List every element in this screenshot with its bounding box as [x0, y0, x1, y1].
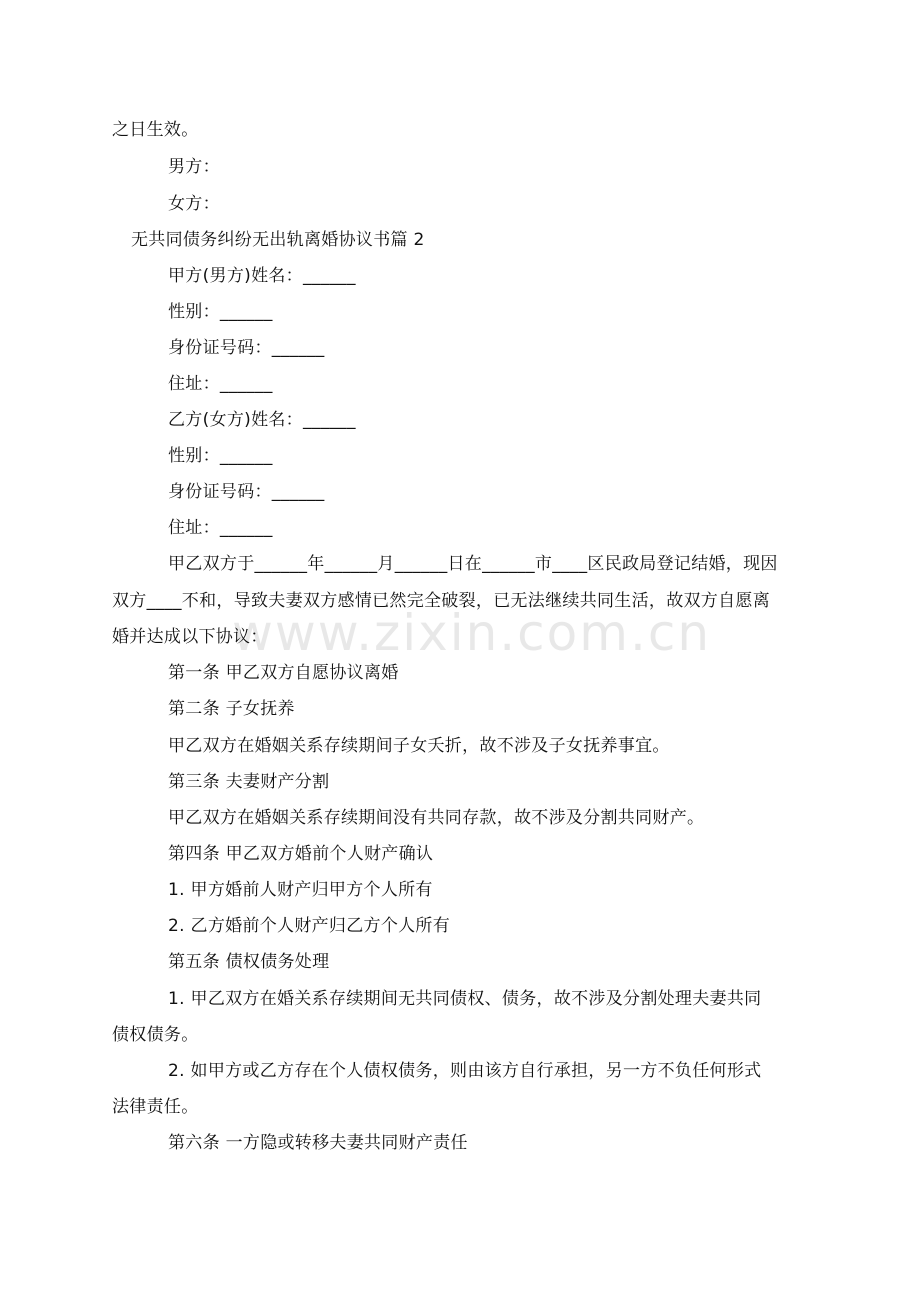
party-a-name: 甲方(男方)姓名：______: [168, 266, 356, 286]
signature-male-label: 男方：: [168, 157, 220, 177]
list-item: 1. 甲方婚前人财产归甲方个人所有: [168, 880, 433, 900]
list-item-continuation: 债权债务。: [112, 1025, 199, 1045]
article-heading: 第一条 甲乙双方自愿协议离婚: [168, 663, 399, 683]
party-b-gender: 性别：______: [168, 446, 273, 466]
watermark-text: www.zixin.com.cn: [232, 604, 712, 662]
article-heading: 第五条 债权债务处理: [168, 952, 330, 972]
party-a-id: 身份证号码：______: [168, 338, 325, 358]
party-a-address: 住址：______: [168, 374, 273, 394]
section-title: 无共同债务纠纷无出轨离婚协议书篇 2: [131, 230, 425, 250]
paragraph-line: 甲乙双方于______年______月______日在______市____区民政局登记结婚，现因: [168, 554, 778, 574]
list-item-continuation: 法律责任。: [112, 1097, 199, 1117]
article-body: 甲乙双方在婚姻关系存续期间没有共同存款，故不涉及分割共同财产。: [168, 808, 705, 828]
article-heading: 第六条 一方隐或转移夫妻共同财产责任: [168, 1133, 468, 1153]
party-a-gender: 性别：______: [168, 302, 273, 322]
text-line: 之日生效。: [112, 120, 199, 140]
party-b-address: 住址：______: [168, 518, 273, 538]
list-item: 1. 甲乙双方在婚关系存续期间无共同债权、债务，故不涉及分割处理夫妻共同: [168, 989, 762, 1009]
article-heading: 第三条 夫妻财产分割: [168, 772, 330, 792]
party-b-name: 乙方(女方)姓名：______: [168, 410, 356, 430]
list-item: 2. 乙方婚前个人财产归乙方个人所有: [168, 916, 451, 936]
article-heading: 第二条 子女抚养: [168, 699, 295, 719]
paragraph-line: 婚并达成以下协议：: [112, 627, 268, 647]
signature-female-label: 女方：: [168, 194, 220, 214]
paragraph-line: 双方____不和，导致夫妻双方感情已然完全破裂，已无法继续共同生活，故双方自愿离: [112, 591, 770, 611]
article-body: 甲乙双方在婚姻关系存续期间子女夭折，故不涉及子女抚养事宜。: [168, 736, 670, 756]
party-b-id: 身份证号码：______: [168, 482, 325, 502]
article-heading: 第四条 甲乙双方婚前个人财产确认: [168, 844, 434, 864]
list-item: 2. 如甲方或乙方存在个人债权债务，则由该方自行承担，另一方不负任何形式: [168, 1061, 762, 1081]
